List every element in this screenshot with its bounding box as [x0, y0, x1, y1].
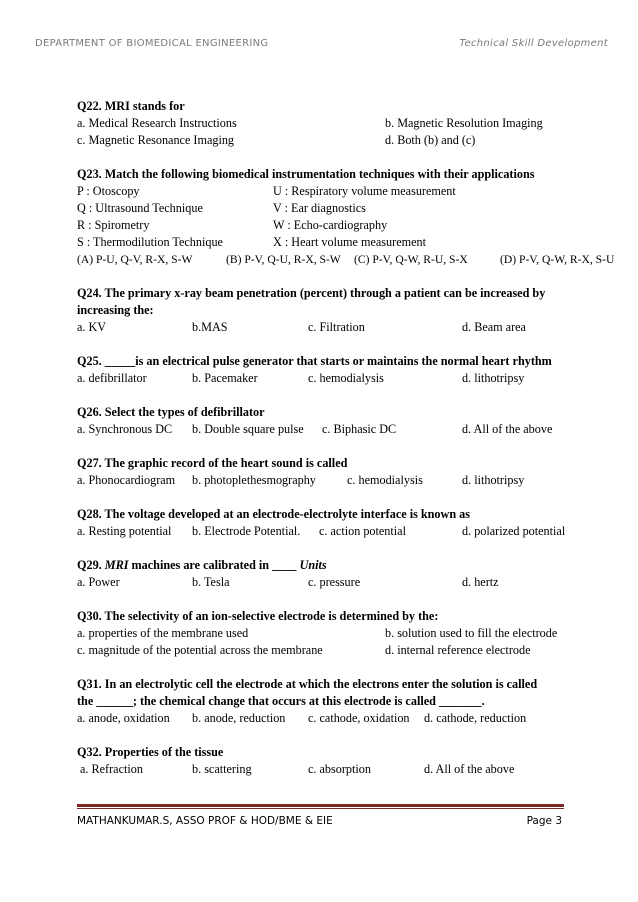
- q25-option-b: b. Pacemaker: [192, 371, 258, 385]
- question-31-line-1: Q31. In an electrolytic cell the electrode at which the electrons enter the solution is called: [77, 677, 538, 691]
- q30-option-d: d. internal reference electrode: [385, 643, 531, 657]
- q25-option-d: d. lithotripsy: [462, 371, 525, 385]
- q26-options-row: [77, 421, 622, 438]
- q26-option-d: d. All of the above: [462, 422, 553, 436]
- q24-option-a: a. KV: [77, 320, 107, 334]
- q23-pair-row-4: [77, 234, 622, 251]
- q27-option-d: d. lithotripsy: [462, 473, 525, 487]
- q26-option-b: b. Double square pulse: [192, 422, 304, 436]
- q30-options-row-1: [77, 625, 622, 642]
- question-23: Q23. Match the following biomedical instrumentation techniques with their applications: [77, 167, 535, 181]
- q31-option-a: a. anode, oxidation: [77, 711, 170, 725]
- q31-option-d: d. cathode, reduction: [424, 711, 527, 725]
- q23-item-x: X : Heart volume measurement: [273, 235, 426, 249]
- question-31-line-2: the ______; the chemical change that occurs at this electrode is called _______.: [77, 694, 485, 708]
- q31-option-b: b. anode, reduction: [192, 711, 286, 725]
- q24-options-row: [77, 319, 622, 336]
- q32-option-d: d. All of the above: [424, 762, 515, 776]
- q31-options-row: [77, 710, 622, 727]
- q23-item-w: W : Echo-cardiography: [273, 218, 388, 232]
- question-26: Q26. Select the types of defibrillator: [77, 405, 265, 419]
- q23-option-d: (D) P-V, Q-W, R-X, S-U: [500, 253, 615, 266]
- q22-options-row-2: [77, 132, 622, 149]
- q28-option-b: b. Electrode Potential.: [192, 524, 301, 538]
- q24-option-b: b.MAS: [192, 320, 228, 334]
- question-30: Q30. The selectivity of an ion-selective electrode is determined by the:: [77, 609, 439, 623]
- q23-option-a: (A) P-U, Q-V, R-X, S-W: [77, 253, 193, 266]
- q32-options-row: [77, 761, 622, 778]
- q23-pair-row-1: [77, 183, 622, 200]
- q30-option-a: a. properties of the membrane used: [77, 626, 249, 640]
- q23-option-b: (B) P-V, Q-U, R-X, S-W: [226, 253, 341, 266]
- question-32: Q32. Properties of the tissue: [77, 745, 224, 759]
- question-22: Q22. MRI stands for: [77, 99, 185, 113]
- q28-option-a: a. Resting potential: [77, 524, 172, 538]
- q29-option-b: b. Tesla: [192, 575, 230, 589]
- q23-item-u: U : Respiratory volume measurement: [273, 184, 456, 198]
- question-24-line-2: increasing the:: [77, 303, 154, 317]
- q29-units: Units: [299, 558, 327, 572]
- q22-options-row-1: [77, 115, 622, 132]
- footer-rule-thick: [77, 804, 564, 807]
- q23-options-row: [77, 251, 622, 268]
- q29-option-a: a. Power: [77, 575, 120, 589]
- q29-number: Q29.: [77, 558, 102, 572]
- page-header-course: Technical Skill Development: [459, 38, 608, 49]
- q25-options-row: [77, 370, 622, 387]
- q29-text: machines are calibrated in ____: [131, 558, 297, 572]
- q29-option-d: d. hertz: [462, 575, 499, 589]
- question-24-line-1: Q24. The primary x-ray beam penetration (percent) through a patient can be increased by: [77, 286, 546, 300]
- q31-option-c: c. cathode, oxidation: [308, 711, 410, 725]
- q24-option-d: d. Beam area: [462, 320, 526, 334]
- q32-option-b: b. scattering: [192, 762, 252, 776]
- footer-rule-thin: [77, 808, 564, 809]
- q28-options-row: [77, 523, 622, 540]
- q23-item-r: R : Spirometry: [77, 218, 150, 232]
- q29-mri: MRI: [104, 558, 129, 572]
- q22-option-c: c. Magnetic Resonance Imaging: [77, 133, 235, 147]
- q27-option-c: c. hemodialysis: [347, 473, 423, 487]
- footer-page-number: Page 3: [526, 815, 562, 827]
- q23-option-c: (C) P-V, Q-W, R-U, S-X: [354, 253, 468, 266]
- q30-options-row-2: [77, 642, 622, 659]
- q26-option-c: c. Biphasic DC: [322, 422, 397, 436]
- q23-pair-row-2: [77, 200, 622, 217]
- q29-option-c: c. pressure: [308, 575, 361, 589]
- q28-option-c: c. action potential: [319, 524, 406, 538]
- q27-option-b: b. photoplethesmography: [192, 473, 316, 487]
- q22-option-d: d. Both (b) and (c): [385, 133, 476, 147]
- q22-option-a: a. Medical Research Instructions: [77, 116, 237, 130]
- q23-item-q: Q : Ultrasound Technique: [77, 201, 203, 215]
- q32-option-c: c. absorption: [308, 762, 371, 776]
- question-25: Q25. _____is an electrical pulse generator that starts or maintains the normal heart rhythm: [77, 354, 552, 368]
- q23-pair-row-3: [77, 217, 622, 234]
- q22-option-b: b. Magnetic Resolution Imaging: [385, 116, 543, 130]
- question-list: [77, 98, 622, 778]
- question-28: Q28. The voltage developed at an electrode-electrolyte interface is known as: [77, 507, 470, 521]
- q24-option-c: c. Filtration: [308, 320, 365, 334]
- q27-options-row: [77, 472, 622, 489]
- q26-option-a: a. Synchronous DC: [77, 422, 173, 436]
- q23-item-s: S : Thermodilution Technique: [77, 235, 223, 249]
- q25-option-c: c. hemodialysis: [308, 371, 384, 385]
- q23-item-v: V : Ear diagnostics: [273, 201, 366, 215]
- q30-option-c: c. magnitude of the potential across the membrane: [77, 643, 323, 657]
- page-header-department: DEPARTMENT OF BIOMEDICAL ENGINEERING: [35, 38, 269, 49]
- q32-option-a: a. Refraction: [80, 762, 143, 776]
- q27-option-a: a. Phonocardiogram: [77, 473, 176, 487]
- question-27: Q27. The graphic record of the heart sound is called: [77, 456, 348, 470]
- q29-options-row: [77, 574, 622, 591]
- q25-option-a: a. defibrillator: [77, 371, 147, 385]
- q30-option-b: b. solution used to fill the electrode: [385, 626, 558, 640]
- footer-author: MATHANKUMAR.S, ASSO PROF & HOD/BME & EIE: [77, 815, 333, 827]
- question-29: [77, 557, 622, 574]
- q28-option-d: d. polarized potential: [462, 524, 566, 538]
- q23-item-p: P : Otoscopy: [77, 184, 140, 198]
